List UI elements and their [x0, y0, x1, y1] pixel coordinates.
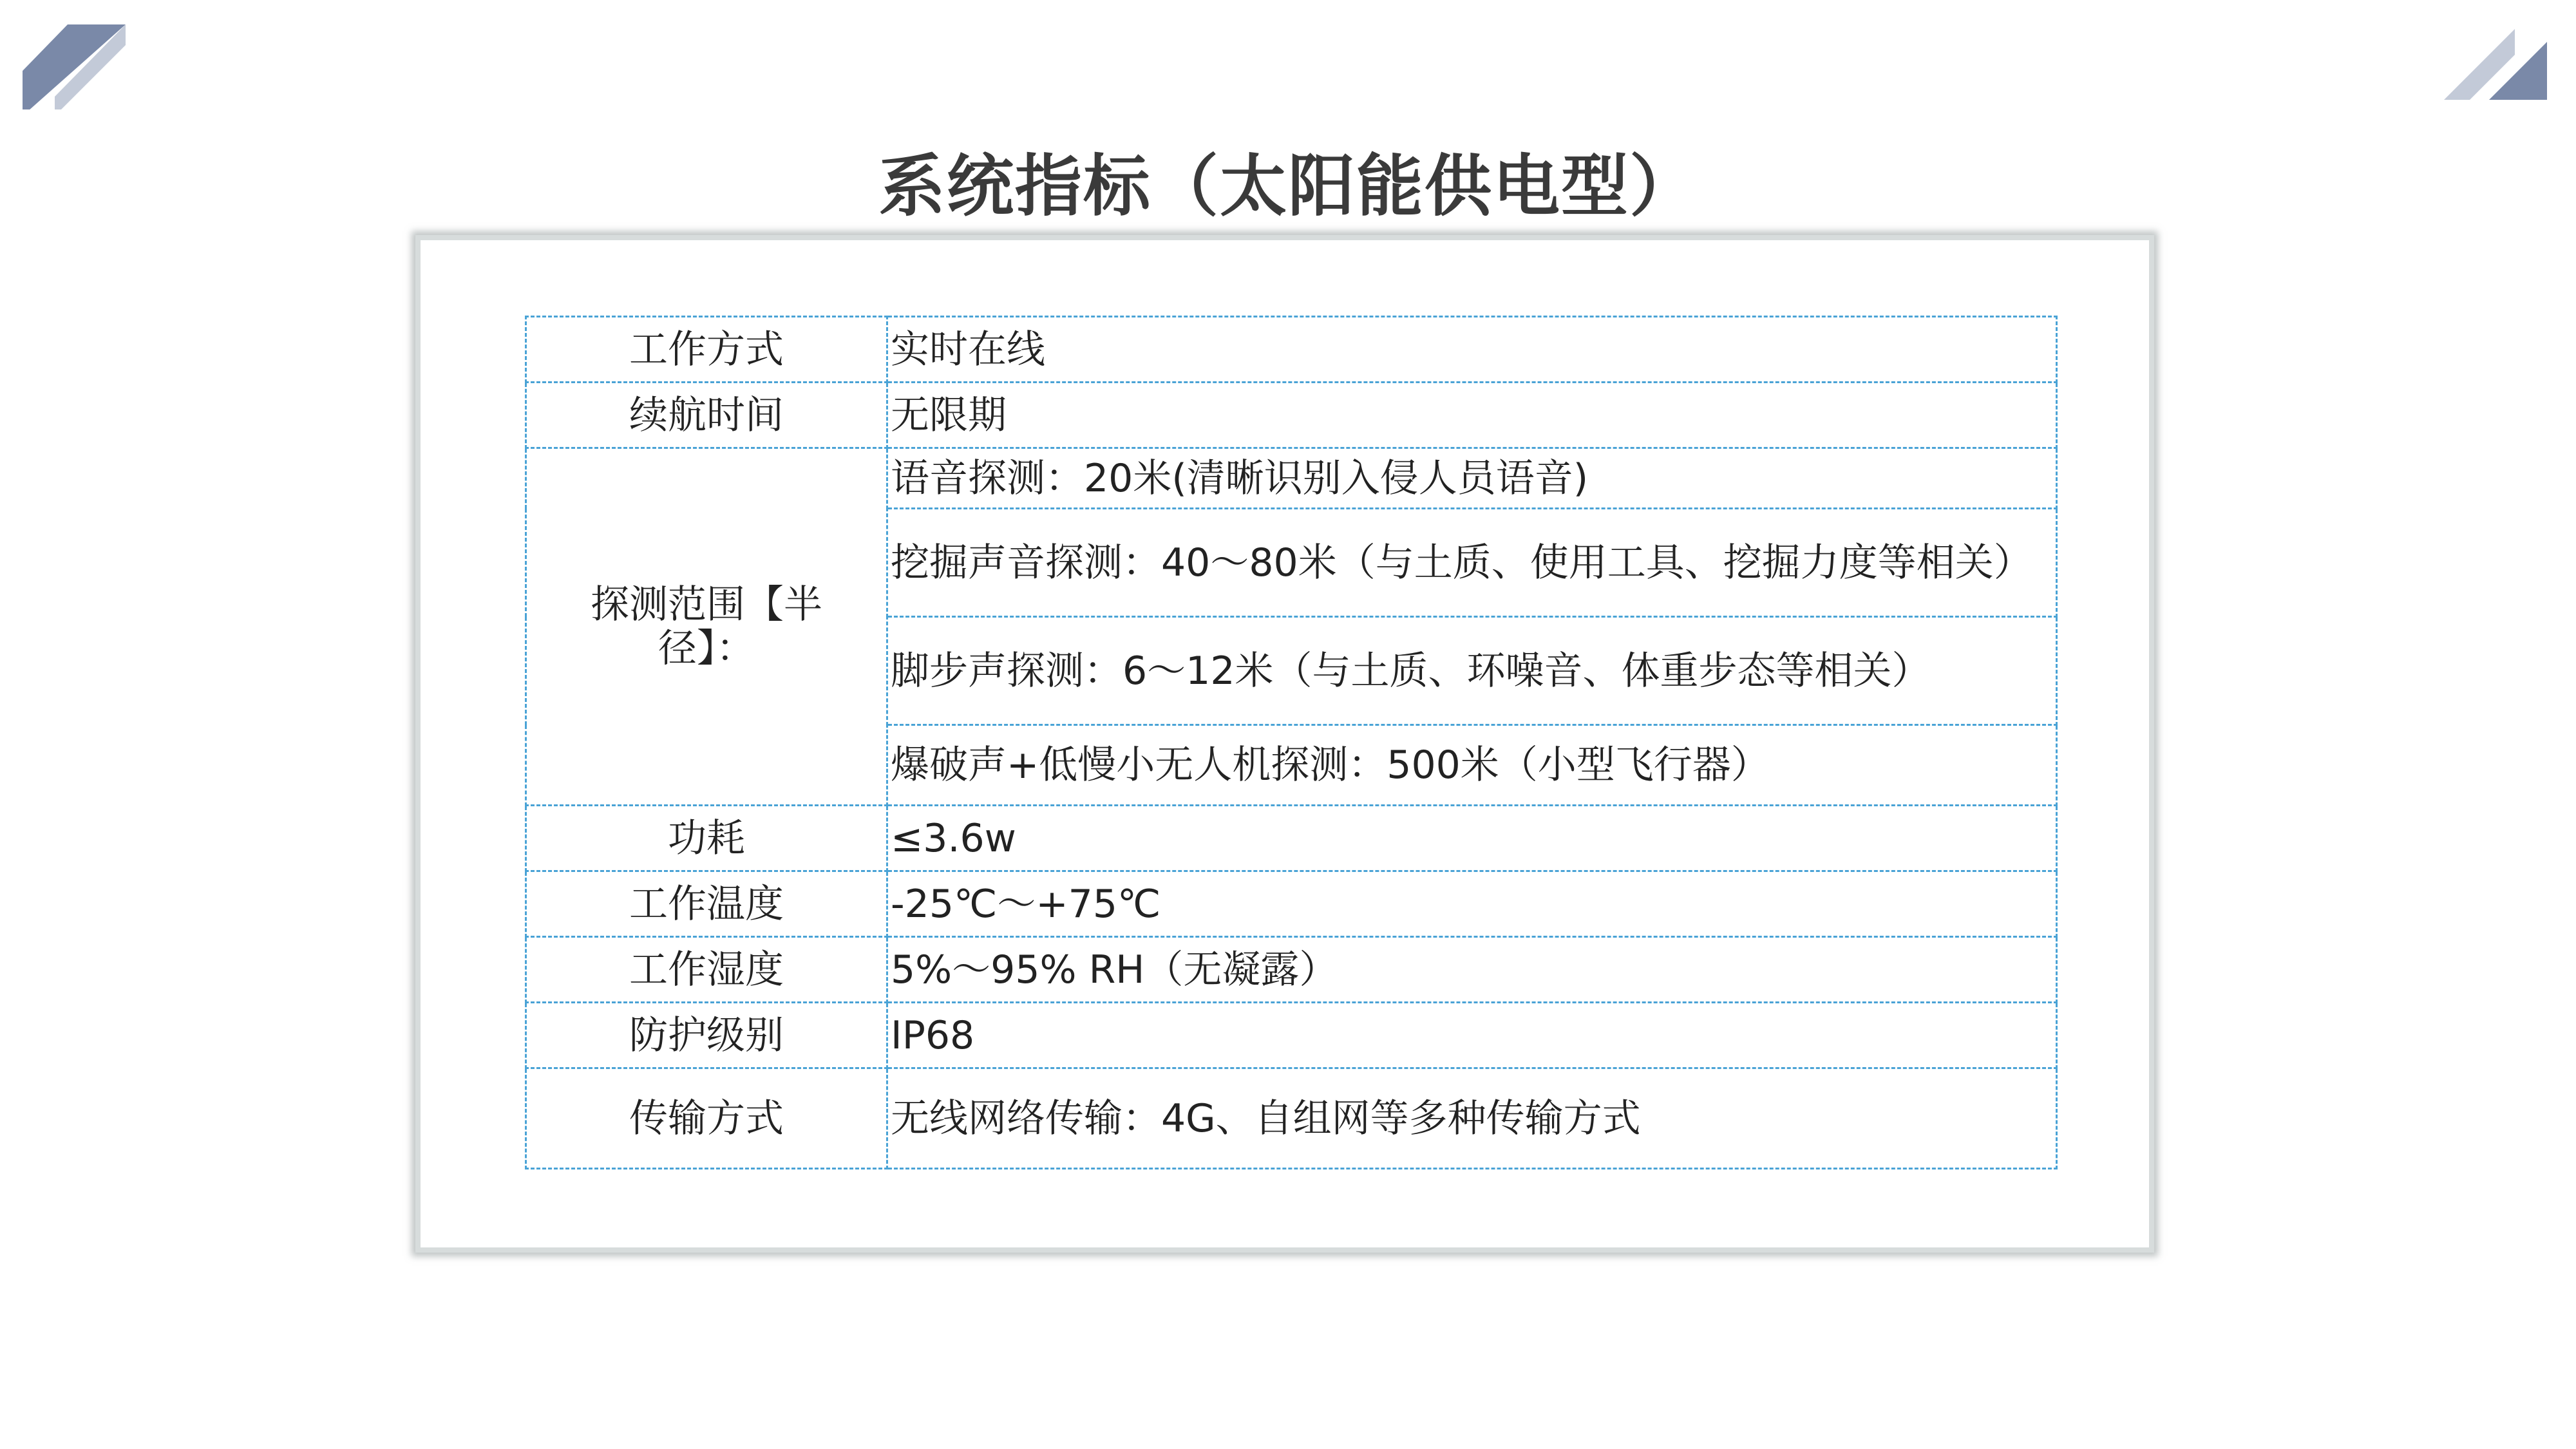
- table-row: [526, 383, 2057, 448]
- page-title: 系统指标（太阳能供电型）: [878, 147, 1698, 225]
- row-value-humidity: 5%～95% RH（无凝露）: [887, 937, 2057, 1003]
- row-label-work-mode: 工作方式: [526, 317, 887, 383]
- row-label-temperature: 工作温度: [526, 871, 887, 937]
- row-label-power: 功耗: [526, 806, 887, 871]
- corner-stripe-decoration-right: [2428, 19, 2550, 109]
- row-value-temperature: -25℃～+75℃: [887, 871, 2057, 937]
- table-row: [526, 937, 2057, 1003]
- row-label-humidity: 工作湿度: [526, 937, 887, 1003]
- table-row: [526, 1003, 2057, 1068]
- row-value-endurance: 无限期: [887, 383, 2057, 448]
- table-row: [526, 806, 2057, 871]
- spec-table: [525, 316, 2058, 1170]
- row-value-footstep-detection: 脚步声探测：6～12米（与土质、环噪音、体重步态等相关）: [887, 617, 2057, 725]
- row-value-power: ≤3.6w: [887, 806, 2057, 871]
- table-row: [526, 448, 2057, 509]
- table-row: [526, 1068, 2057, 1169]
- row-value-transmission: 无线网络传输：4G、自组网等多种传输方式: [887, 1068, 2057, 1169]
- corner-stripe-decoration-left: [19, 19, 142, 109]
- row-value-blast-drone-detection: 爆破声+低慢小无人机探测：500米（小型飞行器）: [887, 725, 2057, 806]
- table-row: [526, 871, 2057, 937]
- row-label-detection-range: 探测范围【半径】：: [526, 448, 887, 806]
- row-label-transmission: 传输方式: [526, 1068, 887, 1169]
- row-value-protection: IP68: [887, 1003, 2057, 1068]
- table-row: [526, 317, 2057, 383]
- row-value-digging-detection: 挖掘声音探测：40～80米（与土质、使用工具、挖掘力度等相关）: [887, 509, 2057, 617]
- row-value-voice-detection: 语音探测：20米(清晰识别入侵人员语音): [887, 448, 2057, 509]
- row-label-protection: 防护级别: [526, 1003, 887, 1068]
- row-value-work-mode: 实时在线: [887, 317, 2057, 383]
- row-label-endurance: 续航时间: [526, 383, 887, 448]
